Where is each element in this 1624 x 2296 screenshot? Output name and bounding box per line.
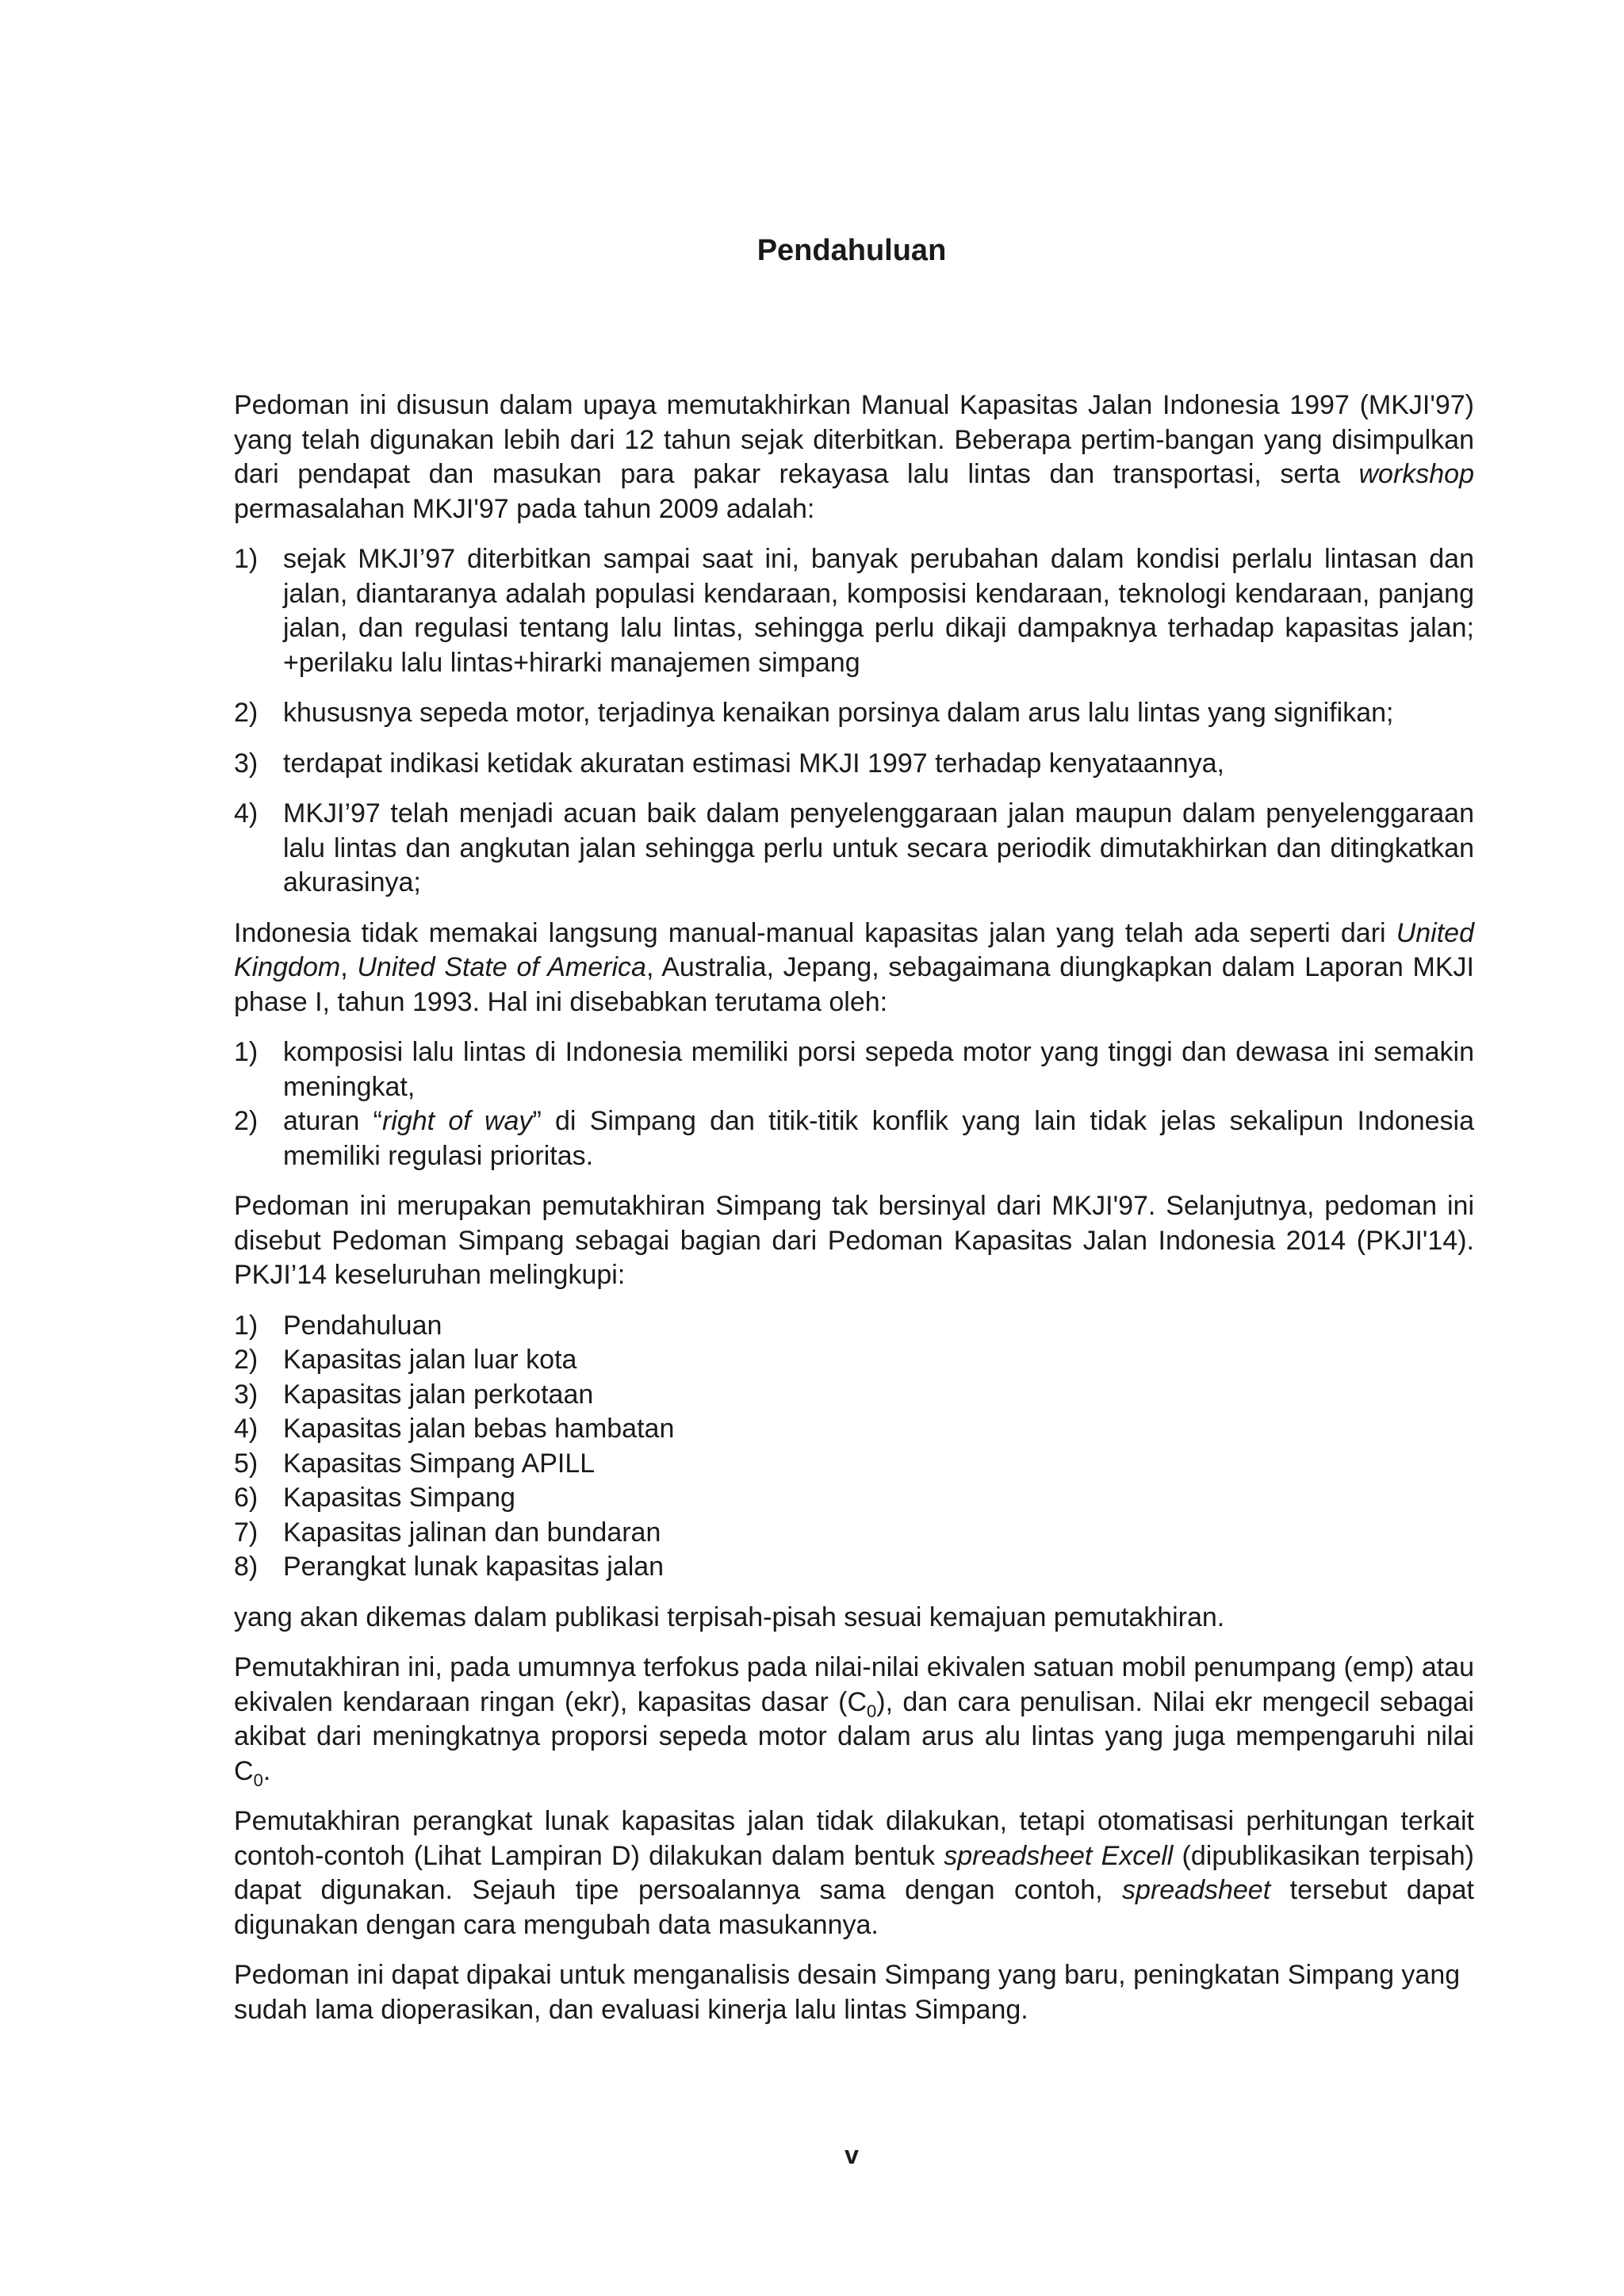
publication-note: yang akan dikemas dalam publikasi terpisah-pisah sesuai kemajuan pemutakhiran.: [234, 1601, 1225, 1632]
update-paragraph: Pemutakhiran ini, pada umumnya terfokus pada nilai-nilai ekivalen satuan mobil penumpang (emp) atau ekivalen kendaraan ringan (ekr), kapasitas dasar $(C_0)$, dan cara penulisan. Nilai ekr mengecil sebagai akibat dari meningkatnya proporsi sepeda motor dalam arus alu lintas yang juga mempengaruhi nilai $C_0$.: [234, 1652, 1474, 1790]
closing-paragraph: Pedoman ini dapat dipakai untuk menganalisis desain Simpang yang baru, peningkatan Simpang yang sudah lama dioperasikan, dan evaluasi kinerja lalu lintas Simpang.: [234, 1960, 1461, 2025]
pkji-parts-list: [234, 1309, 1474, 1585]
foreign-manuals-paragraph: Indonesia tidak memakai langsung manual-manual kapasitas jalan yang telah ada seperti dari United Kingdom, United State of America, Australia, Jepang, sebagaimana diungkapkan dalam Laporan MKJI phase I, tahun 1993. Hal ini disebabkan terutama oleh:: [234, 917, 1475, 1017]
list-item: 3) terdapat indikasi ketidak akuratan estimasi MKJI 1997 terhadap kenyataannya,: [234, 748, 1224, 779]
list-item: 6) Kapasitas Simpang: [234, 1483, 515, 1513]
list-item: 5) Kapasitas Simpang APILL: [234, 1448, 596, 1479]
list-item: 1) sejak MKJI’97 diterbitkan sampai saat ini, banyak perubahan dalam kondisi perlalu lintasan dan jalan, diantaranya adalah populasi kendaraan, komposisi kendaraan, teknologi kendaraan, panjang jalan, dan regulasi tentang lalu lintas, sehingga perlu dikaji dampaknya terhadap kapasitas jalan; +perilaku lalu lintas+hirarki manajemen simpang: [234, 544, 1474, 678]
list-item: 1) komposisi lalu lintas di Indonesia memiliki porsi sepeda motor yang tinggi dan dewasa ini semakin meningkat,: [234, 1037, 1474, 1102]
list-item: 4) MKJI’97 telah menjadi acuan baik dalam penyelenggaraan jalan maupun dalam penyelenggaraan lalu lintas dan angkutan jalan sehingga perlu untuk secara periodik dimutakhirkan dan ditingkatkan akurasinya;: [234, 798, 1474, 897]
list-item: 2) khususnya sepeda motor, terjadinya kenaikan porsinya dalam arus lalu lintas yang signifikan;: [234, 698, 1394, 728]
page-number: v: [845, 2141, 859, 2169]
list-item: 2) aturan “right of way” di Simpang dan titik-titik konflik yang lain tidak jelas sekalipun Indonesia memiliki regulasi prioritas.: [234, 1106, 1475, 1171]
reasons-list: [234, 1035, 1474, 1173]
considerations-list: [234, 542, 1474, 901]
list-item: 4) Kapasitas jalan bebas hambatan: [234, 1414, 675, 1444]
pkji-intro-paragraph: Pedoman ini merupakan pemutakhiran Simpang tak bersinyal dari MKJI'97. Selanjutnya, pedoman ini disebut Pedoman Simpang sebagai bagian dari Pedoman Kapasitas Jalan Indonesia 2014 (PKJI'14). PKJI’14 keseluruhan melingkupi:: [234, 1191, 1474, 1290]
list-item: 1) Pendahuluan: [234, 1310, 442, 1341]
list-item: 8) Perangkat lunak kapasitas jalan: [234, 1552, 665, 1582]
software-paragraph: Pemutakhiran perangkat lunak kapasitas jalan tidak dilakukan, tetapi otomatisasi perhitungan terkait contoh-contoh (Lihat Lampiran D) dilakukan dalam bentuk spreadsheet Excell (dipublikasikan terpisah) dapat digunakan. Sejauh tipe persoalannya sama dengan contoh, spreadsheet tersebut dapat digunakan dengan cara mengubah data masukannya.: [234, 1806, 1475, 1940]
page-title: Pendahuluan: [756, 234, 947, 267]
list-item: 7) Kapasitas jalinan dan bundaran: [234, 1517, 661, 1548]
document-body: [234, 388, 1474, 2043]
list-item: 2) Kapasitas jalan luar kota: [234, 1345, 577, 1375]
intro-paragraph: Pedoman ini disusun dalam upaya memutakhirkan Manual Kapasitas Jalan Indonesia 1997 (MKJI'97) yang telah digunakan lebih dari 12 tahun sejak diterbitkan. Beberapa pertim-bangan yang disimpulkan dari pendapat dan masukan para pakar rekayasa lalu lintas dan transportasi, serta workshop permasalahan MKJI'97 pada tahun 2009 adalah:: [234, 390, 1474, 524]
list-item: 3) Kapasitas jalan perkotaan: [234, 1379, 594, 1410]
